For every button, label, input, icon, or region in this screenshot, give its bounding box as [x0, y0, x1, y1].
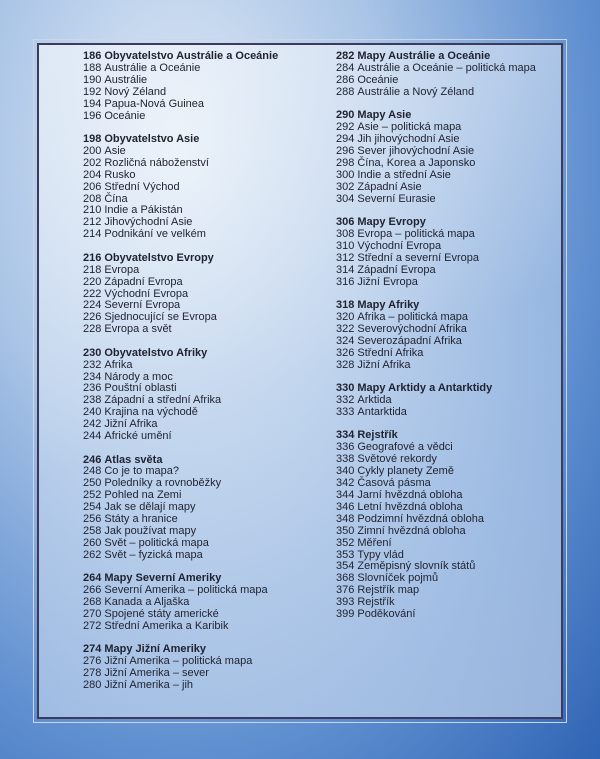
entry-title: Západní Asie — [357, 180, 422, 193]
section-page-number: 330 — [336, 382, 355, 395]
contents-section — [336, 300, 556, 371]
entry-page-number: 204 — [83, 168, 102, 181]
entry-title: Jižní Amerika – sever — [104, 667, 209, 680]
entry-page-number: 206 — [83, 180, 102, 193]
contents-entry[interactable] — [83, 229, 333, 241]
entry-page-number: 346 — [336, 500, 355, 513]
entry-page-number: 350 — [336, 524, 355, 537]
contents-entry[interactable] — [336, 87, 556, 99]
entry-title: Rejstřík map — [357, 584, 420, 597]
section-title: Mapy Severní Ameriky — [104, 572, 222, 585]
entry-title: Evropa – politická mapa — [357, 227, 475, 240]
section-page-number: 186 — [83, 50, 102, 62]
section-title: Obyvatelstvo Evropy — [104, 251, 214, 264]
entry-title: Evropa a svět — [104, 323, 172, 336]
contents-section — [83, 348, 333, 443]
entry-title: Sjednocující se Evropa — [104, 311, 217, 324]
entry-page-number: 266 — [83, 584, 102, 597]
entry-title: Sever jihovýchodní Asie — [357, 144, 475, 157]
entry-title: Národy a moc — [104, 370, 173, 383]
entry-page-number: 284 — [336, 61, 355, 74]
entry-page-number: 268 — [83, 596, 102, 609]
entry-page-number: 244 — [83, 430, 102, 443]
entry-page-number: 188 — [83, 61, 102, 74]
section-page-number: 230 — [83, 346, 102, 359]
entry-title: Antarktida — [357, 405, 407, 418]
entry-title: Východní Evropa — [104, 287, 189, 300]
entry-page-number: 208 — [83, 192, 102, 205]
entry-page-number: 272 — [83, 619, 102, 632]
entry-page-number: 314 — [336, 263, 355, 276]
entry-page-number: 310 — [336, 239, 355, 252]
entry-title: Jak používat mapy — [104, 525, 197, 537]
entry-page-number: 232 — [83, 358, 102, 371]
section-page-number: 216 — [83, 251, 102, 264]
entry-page-number: 214 — [83, 228, 102, 241]
entry-page-number: 242 — [83, 418, 102, 431]
entry-page-number: 328 — [336, 358, 355, 371]
contents-entry[interactable] — [336, 407, 556, 419]
entry-page-number: 224 — [83, 299, 102, 312]
entry-title: Afrika — [104, 358, 133, 371]
entry-title: Rejstřík — [357, 596, 395, 609]
entry-page-number: 338 — [336, 453, 355, 466]
section-page-number: 290 — [336, 109, 355, 122]
section-page-number: 334 — [336, 429, 355, 442]
section-title: Obyvatelstvo Asie — [104, 133, 200, 146]
section-page-number: 318 — [336, 299, 355, 312]
entry-page-number: 222 — [83, 287, 102, 300]
contents-entry[interactable] — [83, 550, 333, 562]
entry-title: Jižní Afrika — [357, 358, 411, 371]
entry-title: Zeměpisný slovník států — [357, 560, 476, 573]
section-page-number: 246 — [83, 453, 102, 466]
section-page-number: 282 — [336, 50, 355, 62]
contents-section — [83, 51, 333, 122]
section-title: Mapy Asie — [357, 109, 412, 122]
contents-section — [83, 134, 333, 241]
entry-page-number: 354 — [336, 560, 355, 573]
entry-title: Indie a střední Asie — [357, 168, 451, 181]
entry-page-number: 288 — [336, 85, 355, 98]
entry-title: Kanada a Aljaška — [104, 596, 190, 609]
entry-title: Čína — [104, 192, 128, 205]
section-page-number: 274 — [83, 643, 102, 656]
entry-title: Svět – politická mapa — [104, 536, 209, 549]
entry-page-number: 258 — [83, 525, 102, 537]
entry-page-number: 326 — [336, 346, 355, 359]
contents-entry[interactable] — [336, 194, 556, 206]
entry-page-number: 286 — [336, 73, 355, 86]
entry-page-number: 312 — [336, 251, 355, 264]
entry-title: Arktida — [357, 394, 392, 407]
entry-page-number: 194 — [83, 97, 102, 110]
entry-title: Podzimní hvězdná obloha — [357, 512, 484, 525]
entry-title: Severozápadní Afrika — [357, 334, 462, 347]
entry-page-number: 336 — [336, 441, 355, 454]
contents-section — [336, 383, 556, 419]
entry-page-number: 236 — [83, 382, 102, 395]
entry-title: Státy a hranice — [104, 513, 178, 526]
entry-title: Západní a střední Afrika — [104, 394, 222, 407]
entry-page-number: 196 — [83, 109, 102, 122]
entry-page-number: 270 — [83, 608, 102, 621]
contents-frame — [37, 43, 563, 719]
entry-title: Jižní Amerika – jih — [104, 679, 194, 692]
contents-section — [336, 217, 556, 288]
entry-title: Svět – fyzická mapa — [104, 548, 203, 561]
contents-entry[interactable] — [83, 621, 333, 633]
entry-page-number: 316 — [336, 275, 355, 288]
entry-title: Oceánie — [357, 73, 399, 86]
entry-title: Severní Eurasie — [357, 192, 436, 205]
section-title: Obyvatelstvo Austrálie a Oceánie — [104, 50, 279, 62]
contents-right-column — [336, 51, 556, 633]
entry-page-number: 304 — [336, 192, 355, 205]
contents-entry[interactable] — [83, 680, 333, 692]
entry-page-number: 212 — [83, 216, 102, 229]
entry-title: Severní Amerika – politická mapa — [104, 584, 268, 597]
contents-section — [336, 51, 556, 99]
entry-page-number: 340 — [336, 465, 355, 478]
entry-title: Slovníček pojmů — [357, 572, 439, 585]
entry-page-number: 260 — [83, 536, 102, 549]
contents-section — [336, 110, 556, 205]
entry-page-number: 352 — [336, 536, 355, 549]
entry-title: Africké umění — [104, 430, 172, 443]
entry-title: Jarní hvězdná obloha — [357, 488, 463, 501]
entry-title: Zimní hvězdná obloha — [357, 524, 466, 537]
entry-title: Střední Afrika — [357, 346, 424, 359]
entry-page-number: 240 — [83, 406, 102, 419]
entry-page-number: 348 — [336, 512, 355, 525]
entry-title: Asie – politická mapa — [357, 121, 462, 134]
entry-page-number: 333 — [336, 405, 355, 418]
entry-title: Austrálie — [104, 73, 148, 86]
entry-page-number: 399 — [336, 608, 355, 621]
entry-page-number: 248 — [83, 465, 102, 478]
entry-page-number: 200 — [83, 144, 102, 157]
entry-title: Nový Zéland — [104, 85, 167, 98]
entry-page-number: 234 — [83, 370, 102, 383]
section-title: Mapy Austrálie a Oceánie — [357, 50, 491, 62]
entry-title: Rozličná náboženství — [104, 156, 209, 169]
entry-page-number: 368 — [336, 572, 355, 585]
section-page-number: 306 — [336, 216, 355, 229]
entry-title: Jih jihovýchodní Asie — [357, 133, 460, 146]
entry-title: Co je to mapa? — [104, 465, 179, 478]
entry-title: Krajina na východě — [104, 406, 198, 419]
entry-title: Austrálie a Nový Zéland — [357, 85, 475, 98]
entry-title: Čína, Korea a Japonsko — [357, 156, 476, 169]
section-page-number: 198 — [83, 133, 102, 146]
entry-title: Evropa — [104, 263, 140, 276]
contents-entry[interactable] — [83, 111, 333, 123]
contents-section — [83, 253, 333, 336]
entry-page-number: 226 — [83, 311, 102, 324]
contents-entry[interactable] — [83, 431, 333, 443]
entry-page-number: 322 — [336, 322, 355, 335]
section-title: Mapy Evropy — [357, 216, 426, 229]
entry-title: Severní Evropa — [104, 299, 181, 312]
contents-section — [83, 644, 333, 692]
entry-page-number: 320 — [336, 311, 355, 323]
entry-title: Oceánie — [104, 109, 146, 122]
contents-entry[interactable] — [336, 360, 556, 372]
entry-page-number: 344 — [336, 488, 355, 501]
entry-page-number: 300 — [336, 168, 355, 181]
entry-title: Časová pásma — [357, 477, 431, 490]
entry-page-number: 220 — [83, 275, 102, 288]
entry-page-number: 276 — [83, 655, 102, 668]
entry-page-number: 308 — [336, 227, 355, 240]
entry-title: Afrika – politická mapa — [357, 311, 469, 323]
entry-title: Jak se dělají mapy — [104, 501, 196, 514]
contents-section — [83, 455, 333, 562]
entry-page-number: 218 — [83, 263, 102, 276]
entry-page-number: 324 — [336, 334, 355, 347]
entry-title: Měření — [357, 536, 392, 549]
contents-section — [336, 430, 556, 621]
entry-title: Typy vlád — [357, 548, 404, 561]
entry-title: Austrálie a Oceánie — [104, 61, 201, 74]
entry-title: Střední Amerika a Karibik — [104, 619, 229, 632]
contents-entry[interactable] — [83, 324, 333, 336]
entry-page-number: 342 — [336, 477, 355, 490]
entry-title: Střední a severní Evropa — [357, 251, 480, 264]
entry-title: Jižní Evropa — [357, 275, 418, 288]
entry-page-number: 190 — [83, 73, 102, 86]
entry-page-number: 278 — [83, 667, 102, 680]
entry-title: Geografové a vědci — [357, 441, 453, 454]
entry-title: Západní Evropa — [104, 275, 183, 288]
contents-entry[interactable] — [336, 609, 556, 621]
entry-title: Indie a Pákistán — [104, 204, 183, 217]
section-title: Obyvatelstvo Afriky — [104, 346, 208, 359]
entry-page-number: 393 — [336, 596, 355, 609]
contents-left-column — [83, 51, 333, 704]
entry-page-number: 254 — [83, 501, 102, 514]
entry-page-number: 296 — [336, 144, 355, 157]
entry-page-number: 294 — [336, 133, 355, 146]
entry-title: Letní hvězdná obloha — [357, 500, 463, 513]
entry-page-number: 353 — [336, 548, 355, 561]
entry-page-number: 280 — [83, 679, 102, 692]
entry-title: Poledníky a rovnoběžky — [104, 477, 222, 490]
entry-title: Východní Evropa — [357, 239, 442, 252]
entry-title: Rusko — [104, 168, 136, 181]
entry-title: Střední Východ — [104, 180, 180, 193]
entry-page-number: 262 — [83, 548, 102, 561]
entry-title: Papua-Nová Guinea — [104, 97, 205, 110]
contents-entry[interactable] — [336, 277, 556, 289]
entry-title: Asie — [104, 144, 126, 157]
entry-title: Poděkování — [357, 608, 416, 621]
entry-title: Jihovýchodní Asie — [104, 216, 193, 229]
entry-page-number: 376 — [336, 584, 355, 597]
entry-title: Austrálie a Oceánie – politická mapa — [357, 61, 536, 74]
entry-title: Severovýchodní Afrika — [357, 322, 467, 335]
entry-page-number: 302 — [336, 180, 355, 193]
entry-title: Pouštní oblasti — [104, 382, 177, 395]
entry-title: Pohled na Zemi — [104, 489, 182, 502]
entry-page-number: 238 — [83, 394, 102, 407]
entry-page-number: 298 — [336, 156, 355, 169]
entry-title: Podnikání ve velkém — [104, 228, 206, 241]
section-page-number: 264 — [83, 572, 102, 585]
entry-page-number: 252 — [83, 489, 102, 502]
section-title: Mapy Afriky — [357, 299, 420, 312]
entry-page-number: 202 — [83, 156, 102, 169]
entry-title: Jižní Amerika – politická mapa — [104, 655, 253, 668]
entry-title: Světové rekordy — [357, 453, 437, 466]
entry-title: Spojené státy americké — [104, 608, 219, 621]
entry-title: Cykly planety Země — [357, 465, 454, 478]
section-title: Mapy Arktidy a Antarktidy — [357, 382, 493, 395]
entry-page-number: 228 — [83, 323, 102, 336]
section-title: Rejstřík — [357, 429, 398, 442]
entry-page-number: 292 — [336, 121, 355, 134]
entry-page-number: 250 — [83, 477, 102, 490]
entry-title: Jižní Afrika — [104, 418, 158, 431]
entry-page-number: 256 — [83, 513, 102, 526]
section-title: Atlas světa — [104, 453, 163, 466]
entry-page-number: 332 — [336, 394, 355, 407]
contents-section — [83, 573, 333, 633]
entry-page-number: 210 — [83, 204, 102, 217]
section-title: Mapy Jižní Ameriky — [104, 643, 207, 656]
entry-page-number: 192 — [83, 85, 102, 98]
entry-title: Západní Evropa — [357, 263, 436, 276]
